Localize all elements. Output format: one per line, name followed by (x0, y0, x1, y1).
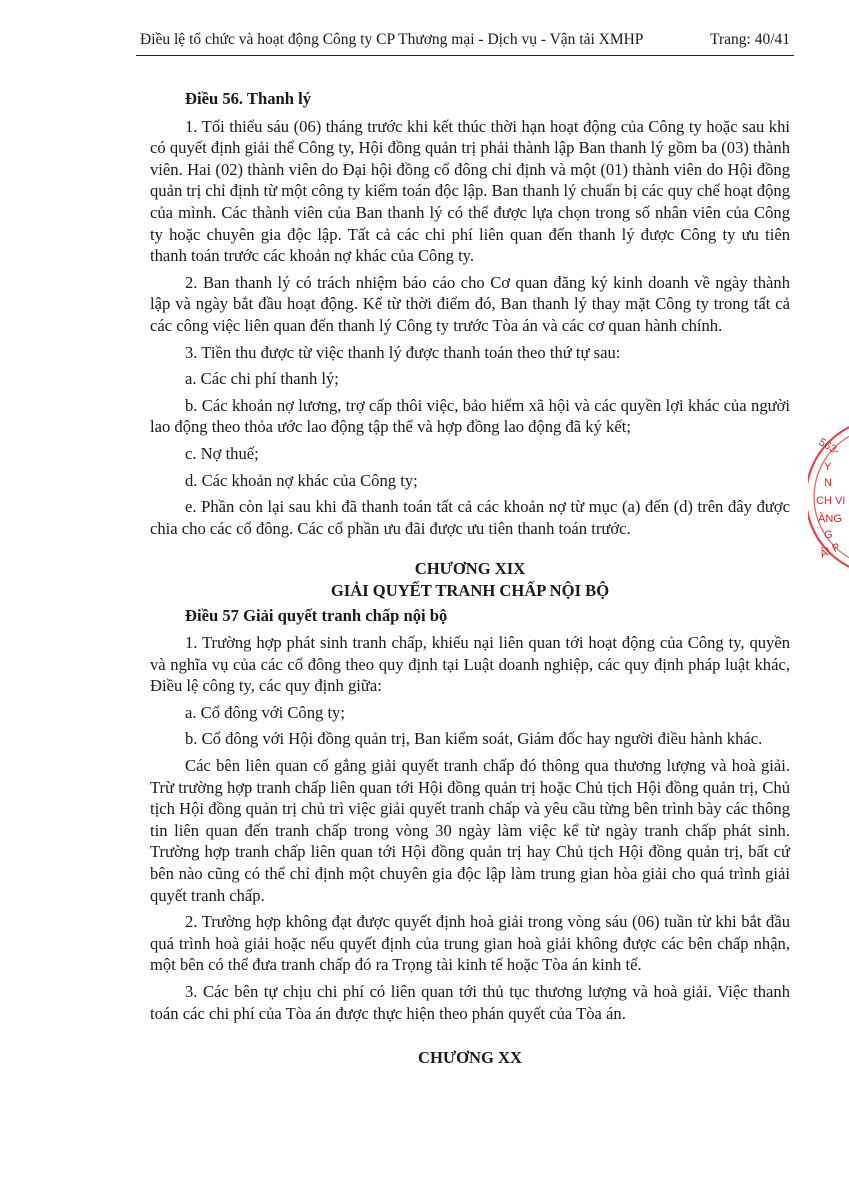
svg-text:CH VI: CH VI (816, 495, 846, 507)
article-56-paragraph: c. Nợ thuế; (185, 443, 259, 463)
article-57-paragraph: 2. Trường hợp không đạt được quyết định hoà giải trong vòng sáu (06) tuần từ khi bắt đầu quá trình hoà giải hoặc nếu quyết định của trung gian hoà giải không được các bên chấp nhận, một bên có thể đưa tranh chấp đó ra Trọng tài kinh tế hoặc Tòa án kinh tế. (150, 912, 790, 975)
article-57-paragraph: 3. Các bên tự chịu chi phí có liên quan tới thủ tục thương lượng và hoà giải. Việc thanh toán các chi phí của Tòa án được thực hiện theo phán quyết của Tòa án. (150, 981, 790, 1023)
article-56-paragraph: b. Các khoản nợ lương, trợ cấp thôi việc, bảo hiểm xã hội và các quyền lợi khác của người lao động theo thỏa ước lao động tập thể và hợp đồng lao động đã ký kết; (150, 395, 790, 437)
page-number: Trang: 40/41 (710, 31, 790, 48)
svg-text:563-: 563- (816, 436, 842, 458)
header-divider (136, 55, 794, 56)
article-57-paragraph: Các bên liên quan cố gắng giải quyết tranh chấp đó thông qua thương lượng và hoà giải. Trừ trường hợp tranh chấp liên quan tới Hội đồng quản trị hoặc Chủ tịch Hội đồng quản trị, Chủ tịch Hội đồng quản trị chủ trì việc giải quyết tranh chấp và yêu cầu từng bên trình bày các thông tin liên quan đến tranh chấp trong vòng 30 ngày làm việc kể từ ngày tranh chấp phát sinh. Trường hợp tranh chấp liên quan tới Hội đồng quản trị hay Chủ tịch Hội đồng quản trị, bất cứ bên nào cũng có thể chỉ định một chuyên gia độc lập làm trung gian hòa giải cho quá trình giải quyết tranh chấp. (150, 756, 790, 905)
svg-text:G: G (824, 529, 833, 541)
article-56-paragraph: a. Các chi phí thanh lý; (185, 369, 339, 389)
article-56-paragraph: 1. Tối thiểu sáu (06) tháng trước khi kết thúc thời hạn hoạt động của Công ty hoặc sau khi có quyết định giải thể Công ty, Hội đồng quản trị phải thành lập Ban thanh lý gồm ba (03) thành viên. Hai (02) thành viên do Đại hội đồng cổ đông chỉ định và một (01) thành viên do Hội đồng quản trị chỉ định từ một công ty kiểm toán độc lập. Ban thanh lý chuẩn bị các quy chế hoạt động của mình. Các thành viên của Ban thanh lý có thể được lựa chọn trong số nhân viên của Công ty hoặc chuyên gia độc lập. Tất cả các chi phí liên quan đến thanh lý được Công ty ưu tiên thanh toán trước các khoản nợ khác của Công ty. (150, 116, 790, 266)
company-seal-stamp (808, 412, 849, 582)
svg-text:ẢI P: ẢI P (818, 541, 843, 561)
article-57-paragraph: 1. Trường hợp phát sinh tranh chấp, khiếu nại liên quan tới hoạt động của Công ty, quyền và nghĩa vụ của các cổ đông theo quy định tại Luật doanh nghiệp, các quy định pháp luật khác, Điều lệ công ty, các quy định giữa: (150, 633, 790, 696)
article-56-paragraph: d. Các khoản nợ khác của Công ty; (185, 470, 418, 490)
page-header (140, 31, 790, 49)
document-title: Điều lệ tổ chức và hoạt động Công ty CP Thương mại - Dịch vụ - Vận tải XMHP (140, 31, 644, 48)
article-57-paragraph: a. Cổ đông với Công ty; (185, 702, 345, 722)
article-56-paragraph: 3. Tiền thu được từ việc thanh lý được thanh toán theo thứ tự sau: (185, 342, 621, 362)
svg-text:N: N (824, 477, 832, 489)
chapter-19-number: CHƯƠNG XIX (414, 559, 526, 579)
article-57-paragraph: b. Cổ đông với Hội đồng quản trị, Ban kiểm soát, Giám đốc hay người điều hành khác. (185, 729, 763, 749)
article-57-title: Điều 57 Giải quyết tranh chấp nội bộ (185, 606, 448, 626)
chapter-19-title: GIẢI QUYẾT TRANH CHẤP NỘI BỘ (330, 580, 610, 600)
article-56-paragraph: 2. Ban thanh lý có trách nhiệm báo cáo cho Cơ quan đăng ký kinh doanh về ngày thành lập và ngày bắt đầu hoạt động. Kể từ thời điểm đó, Ban thanh lý thay mặt Công ty trong tất cả các công việc liên quan đến thanh lý Công ty trước Tòa án và các cơ quan hành chính. (150, 272, 790, 335)
document-body (150, 88, 790, 1069)
chapter-20-number: CHƯƠNG XX (417, 1048, 522, 1068)
svg-text:ĂNG: ĂNG (818, 513, 842, 525)
svg-text:Y: Y (824, 461, 832, 473)
article-56-title: Điều 56. Thanh lý (185, 89, 312, 108)
article-56-paragraph: e. Phần còn lại sau khi đã thanh toán tất cả các khoản nợ từ mục (a) đến (d) trên đây được chia cho các cổ đông. Các cổ phần ưu đãi được ưu tiên thanh toán trước. (150, 497, 790, 538)
